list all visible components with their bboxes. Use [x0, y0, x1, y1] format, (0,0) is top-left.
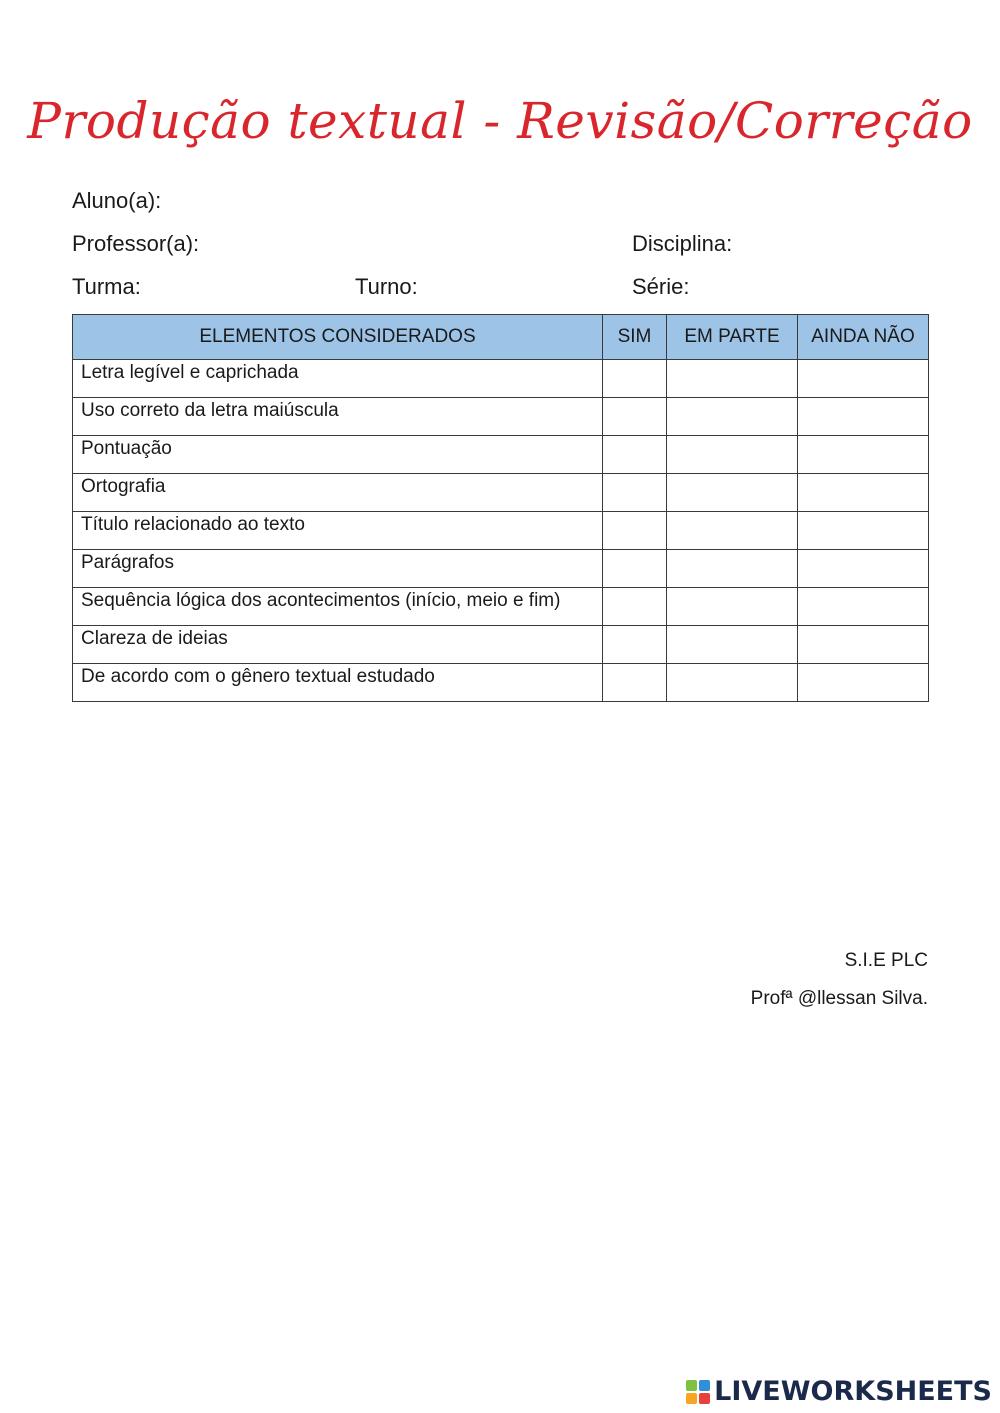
sim-cell[interactable] — [603, 626, 667, 664]
page-title: Produção textual - Revisão/Correção — [27, 92, 973, 150]
em-parte-cell[interactable] — [667, 398, 798, 436]
em-parte-cell[interactable] — [667, 626, 798, 664]
sim-cell[interactable] — [603, 550, 667, 588]
criterion-label: Clareza de ideias — [73, 626, 603, 664]
em-parte-cell[interactable] — [667, 550, 798, 588]
em-parte-cell[interactable] — [667, 360, 798, 398]
liveworksheets-logo — [686, 1376, 992, 1407]
header-em-parte: EM PARTE — [667, 315, 798, 360]
logo-text: LIVEWORKSHEETS — [714, 1376, 992, 1407]
evaluation-table — [72, 314, 929, 702]
ainda-nao-cell[interactable] — [798, 398, 929, 436]
criterion-label: Uso correto da letra maiúscula — [73, 398, 603, 436]
logo-squares-icon — [686, 1380, 710, 1404]
header-ainda-nao: AINDA NÃO — [798, 315, 929, 360]
em-parte-cell[interactable] — [667, 512, 798, 550]
em-parte-cell[interactable] — [667, 474, 798, 512]
table-row — [73, 550, 929, 588]
criterion-label: Letra legível e caprichada — [73, 360, 603, 398]
table-row — [73, 626, 929, 664]
sim-cell[interactable] — [603, 588, 667, 626]
table-row — [73, 436, 929, 474]
table-row — [73, 474, 929, 512]
table-row — [73, 512, 929, 550]
ainda-nao-cell[interactable] — [798, 474, 929, 512]
ainda-nao-cell[interactable] — [798, 550, 929, 588]
ainda-nao-cell[interactable] — [798, 588, 929, 626]
ainda-nao-cell[interactable] — [798, 626, 929, 664]
criterion-label: De acordo com o gênero textual estudado — [73, 664, 603, 702]
em-parte-cell[interactable] — [667, 664, 798, 702]
em-parte-cell[interactable] — [667, 436, 798, 474]
em-parte-cell[interactable] — [667, 588, 798, 626]
header-elements: ELEMENTOS CONSIDERADOS — [73, 315, 603, 360]
sim-cell[interactable] — [603, 360, 667, 398]
ainda-nao-cell[interactable] — [798, 664, 929, 702]
criterion-label: Sequência lógica dos acontecimentos (início, meio e fim) — [73, 588, 603, 626]
sim-cell[interactable] — [603, 436, 667, 474]
signature-school: S.I.E PLC — [844, 950, 928, 971]
ainda-nao-cell[interactable] — [798, 436, 929, 474]
class-label: Turma: — [72, 274, 141, 299]
grade-label: Série: — [632, 274, 690, 299]
table-row — [73, 360, 929, 398]
ainda-nao-cell[interactable] — [798, 360, 929, 398]
criterion-label: Parágrafos — [73, 550, 603, 588]
teacher-label: Professor(a): — [72, 231, 200, 256]
table-row — [73, 664, 929, 702]
shift-label: Turno: — [355, 274, 418, 299]
criterion-label: Pontuação — [73, 436, 603, 474]
sim-cell[interactable] — [603, 664, 667, 702]
criterion-label: Ortografia — [73, 474, 603, 512]
ainda-nao-cell[interactable] — [798, 512, 929, 550]
sim-cell[interactable] — [603, 474, 667, 512]
student-label: Aluno(a): — [72, 188, 162, 213]
table-header-row — [73, 315, 929, 360]
header-sim: SIM — [603, 315, 667, 360]
signature-teacher: Profª @llessan Silva. — [750, 988, 928, 1009]
criterion-label: Título relacionado ao texto — [73, 512, 603, 550]
sim-cell[interactable] — [603, 512, 667, 550]
table-row — [73, 588, 929, 626]
subject-label: Disciplina: — [632, 231, 733, 256]
sim-cell[interactable] — [603, 398, 667, 436]
table-row — [73, 398, 929, 436]
